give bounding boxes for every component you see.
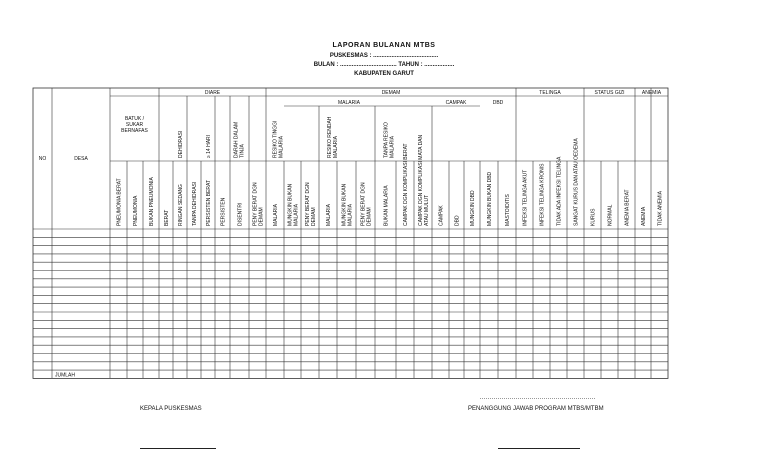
signature-dots	[480, 398, 595, 399]
demam-group-label: DEMAM	[381, 90, 401, 96]
leaf-column-label-line: MALARIA	[347, 204, 354, 226]
hari14-header-line: ≥ 14 HARI	[206, 134, 212, 158]
bulan-tahun-line: BULAN : .................................. TAHUN : ..................	[313, 62, 455, 68]
leaf-column-label	[505, 193, 511, 226]
leaf-column-label	[305, 182, 317, 226]
batuk-header: BERNAFAS	[121, 128, 148, 134]
leaf-column-label-line: NORMAL	[607, 204, 614, 226]
leaf-column-label-line: BERAT	[164, 209, 170, 226]
kabupaten-line: KABUPATEN GARUT	[354, 71, 414, 77]
leaf-column-label-line: MASTOIDITIS	[505, 194, 511, 226]
batuk-header: BATUK /	[124, 116, 145, 122]
leaf-column-label	[326, 203, 332, 226]
leaf-column-label	[342, 183, 354, 226]
leaf-column-label-line: PENY BERAT DGN	[305, 182, 311, 226]
leaf-column-label	[117, 178, 123, 226]
leaf-column-label-line: MUNGKIN DBD	[470, 190, 476, 226]
leaf-column-label	[574, 138, 580, 226]
leaf-column-label	[470, 190, 476, 226]
leaf-column-label-line: TIDAK ADA INFEKSI TELINGA	[556, 156, 563, 226]
resiko-tinggi-header	[273, 121, 285, 158]
leaf-column-label	[288, 183, 300, 226]
leaf-column-label-line: DISENTRI	[237, 202, 244, 226]
no-header: NO	[38, 156, 47, 162]
leaf-column-label	[523, 170, 529, 226]
leaf-column-label-line: TIDAK ANEMIA	[657, 190, 664, 226]
leaf-column-label	[540, 163, 546, 226]
dehidrasi-header-line: DEHIDRASI	[178, 130, 184, 158]
leaf-column-label	[221, 197, 227, 226]
leaf-column-label-line: ANEMIA BERAT	[624, 189, 631, 226]
diare-group-label: DIARE	[204, 90, 221, 96]
anemia-group-label: ANEMIA	[641, 90, 662, 96]
leaf-column-label-line: DBD	[454, 215, 461, 226]
leaf-column-label-line: ANEMIA	[641, 206, 647, 226]
leaf-column-label-line: DEMAM	[366, 207, 373, 226]
leaf-column-label	[192, 182, 198, 226]
batuk-header: SUKAR	[125, 122, 144, 128]
leaf-column-label	[418, 134, 430, 226]
leaf-column-label	[273, 203, 279, 226]
right-signature-line	[498, 448, 580, 449]
desa-header: DESA	[74, 156, 88, 162]
leaf-column-label	[238, 203, 244, 226]
leaf-column-label	[455, 215, 461, 226]
leaf-column-label	[608, 204, 614, 226]
left-signature-line	[140, 448, 216, 449]
leaf-column-label-line: KURUS	[590, 208, 597, 226]
malaria-group-label: MALARIA	[338, 100, 360, 106]
leaf-column-label-line: ATAU MULUT	[424, 194, 430, 226]
resiko-rendah-header	[327, 116, 339, 158]
leaf-column-label	[253, 182, 265, 226]
leaf-column-label	[658, 190, 664, 226]
leaf-column-label-line: BUKAN MALARIA	[383, 185, 390, 226]
telinga-group-label: TELINGA	[539, 90, 561, 96]
resiko-rendah-header-line: RESIKO RENDAH	[327, 116, 333, 158]
leaf-column-label-line: DEMAM	[258, 207, 265, 226]
resiko-tinggi-header-line: RESIKO TINGGI	[272, 120, 279, 158]
leaf-column-label	[206, 180, 212, 226]
leaf-column-label	[164, 210, 170, 226]
jumlah-label: JUMLAH	[55, 372, 76, 379]
leaf-column-label-line: MUNGKIN BUKAN DBD	[487, 171, 493, 226]
leaf-column-label	[403, 143, 409, 226]
leaf-column-label	[361, 182, 373, 226]
leaf-column-label-line: PERSISTEN BERAT	[206, 179, 212, 226]
resiko-tinggi-header-line: MALARIA	[278, 136, 285, 158]
leaf-column-label	[178, 184, 184, 226]
leaf-column-label-line: PENY BERAT DGN	[252, 182, 259, 226]
puskesmas-line: PUSKESMAS : .......................................	[329, 53, 439, 59]
leaf-column-label	[625, 189, 631, 226]
leaf-column-label	[439, 205, 445, 226]
report-title: LAPORAN BULANAN MTBS	[332, 42, 436, 49]
tanpa-resiko-header-line: TANPA RESIKO	[383, 122, 390, 158]
leaf-column-label-line: INFEKSI TELINGA KRONIS	[539, 163, 546, 226]
darah-tinja-header-line: DARAH DALAM	[233, 121, 240, 158]
darah-tinja-header-line: TINJA	[239, 144, 246, 158]
leaf-column-label	[591, 208, 597, 226]
leaf-column-label	[384, 185, 390, 226]
leaf-column-label-line: DEMAM	[311, 207, 317, 226]
leaf-column-label	[557, 156, 563, 226]
leaf-column-label-line: CAMPAK DGN KOMPLIKASI BERAT	[403, 143, 409, 226]
leaf-column-label-line: MALARIA	[273, 204, 279, 226]
leaf-column-label-line: PERSISTEN	[220, 197, 227, 226]
leaf-column-label	[641, 206, 647, 226]
leaf-column-label-line: TANPA DEHIDRASI	[192, 181, 198, 226]
darah-tinja-header	[234, 122, 246, 158]
tanpa-resiko-header-line: MALARIA	[389, 136, 396, 158]
campak-group-label: CAMPAK	[445, 100, 467, 106]
leaf-column-label	[149, 176, 155, 226]
leaf-column-label-line: BUKAN PNEUMONIA	[149, 177, 155, 226]
resiko-rendah-header-line: MALARIA	[333, 136, 339, 158]
leaf-column-label-line: PENY BERAT DGN	[360, 182, 367, 226]
status-gizi-group-label: STATUS GIZI	[594, 90, 625, 96]
dbd-group-label: DBD	[492, 100, 504, 106]
kepala-puskesmas-label: KEPALA PUSKESMAS	[140, 406, 202, 412]
leaf-column-label-line: CAMPAK	[438, 205, 445, 226]
leaf-column-label-line: MALARIA	[293, 204, 300, 226]
leaf-column-label	[133, 195, 139, 226]
leaf-column-label-line: PNEUMONIA	[133, 195, 139, 226]
leaf-column-label-line: SANGAT KURUS DAN ATAU OEDEMA	[573, 138, 580, 226]
penanggung-jawab-label: PENANGGUNG JAWAB PROGRAM MTBS/MTBM	[468, 406, 604, 412]
leaf-column-label-line: CAMPAK DGN KOMPLIKASI MATA DAN	[418, 134, 424, 226]
leaf-column-label-line: MUNGKIN BUKAN	[341, 183, 348, 226]
leaf-column-label	[487, 171, 493, 226]
leaf-column-label-line: INFEKSI TELINGA AKUT	[522, 169, 529, 226]
leaf-column-label-line: MALARIA	[326, 204, 332, 226]
leaf-column-label-line: MUNGKIN BUKAN	[287, 183, 294, 226]
dehidrasi-header	[178, 131, 184, 158]
leaf-column-label-line: PNEUMONIA BERAT	[116, 178, 123, 226]
leaf-column-label-line: RINGAN SEDANG	[178, 184, 184, 226]
hari14-header	[206, 135, 212, 158]
tanpa-resiko-header	[384, 122, 396, 158]
